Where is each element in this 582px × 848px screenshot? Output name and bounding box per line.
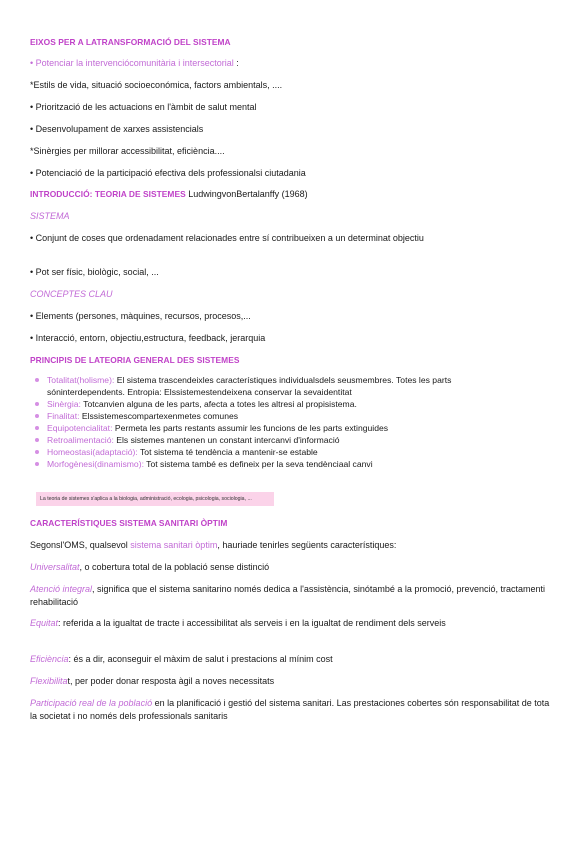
eixos-item: • Potenciació de la participació efectiva dels professionalsi ciutadania bbox=[30, 168, 306, 178]
universalitat-text: , o cobertura total de la població sense distinció bbox=[79, 562, 270, 572]
equitat-text: : referida a la igualtat de tracte i accessibilitat als serveis i en la igualtat de rendiment dels serveis bbox=[58, 618, 446, 628]
callout-note: La teoria de sistemes s'aplica a la biologia, administració, ecologia, psicologia, sociologia, ... bbox=[36, 492, 274, 506]
eixos-item: *Sinèrgies per millorar accessibilitat, eficiència.... bbox=[30, 146, 225, 156]
concepte-item: • Elements (persones, màquines, recursos, procesos,... bbox=[30, 311, 251, 321]
flexibilitat-line bbox=[30, 675, 554, 688]
participacio-text: en la planificació i gestió del sistema sanitari. Las prestaciones cobertes són responsabilitat de tota la societat i no només dels professionals sanitaris bbox=[30, 698, 550, 721]
principles-list bbox=[30, 374, 530, 470]
heading-caracteristiques: CARACTERÍSTIQUES SISTEMA SANITARI ÒPTIM bbox=[30, 518, 228, 528]
principle-text: Elssistemescompartexenmetes comunes bbox=[79, 411, 239, 421]
atencio-line bbox=[30, 583, 554, 609]
bullet-dot-icon bbox=[35, 438, 39, 442]
principle-term: Finalitat: bbox=[47, 411, 80, 421]
eficiencia-text: : és a dir, aconseguir el màxim de salut i prestacions al mínim cost bbox=[68, 654, 333, 664]
bullet-prefix: • bbox=[30, 58, 36, 68]
intro-author: LudwingvonBertalanffy (1968) bbox=[185, 189, 308, 199]
oms-intro-link: sistema sanitari òptim bbox=[130, 540, 218, 550]
principle-text: Els sistemes mantenen un constant intercanvi d'informació bbox=[113, 435, 340, 445]
equitat-line bbox=[30, 617, 554, 630]
list-item bbox=[30, 458, 530, 470]
oms-intro-prefix: Segonsl'OMS, qualsevol bbox=[30, 540, 131, 550]
oms-intro bbox=[30, 539, 554, 552]
eficiencia-line bbox=[30, 653, 554, 666]
conceptes-label: CONCEPTES CLAU bbox=[30, 289, 113, 299]
participacio-line bbox=[30, 697, 554, 723]
eficiencia-term: Eficiència bbox=[30, 654, 69, 664]
list-item bbox=[30, 446, 530, 458]
list-item bbox=[30, 422, 530, 434]
eixos-item: • Priorització de les actuacions en l'àmbit de salut mental bbox=[30, 102, 257, 112]
heading-introduccio: INTRODUCCIÓ: TEORIA DE SISTEMES bbox=[30, 189, 186, 199]
sistema-definition: • Conjunt de coses que ordenadament relacionades entre sí contribueixen a un determinat objectiu bbox=[30, 233, 424, 243]
principle-text: Totcanvien alguna de les parts, afecta a totes les altresi al propisistema. bbox=[80, 399, 357, 409]
universalitat-line bbox=[30, 561, 554, 574]
principle-term: Equipotencialitat: bbox=[47, 423, 113, 433]
list-item bbox=[30, 434, 530, 446]
atencio-term: Atenció integral bbox=[30, 584, 93, 594]
sistema-label: SISTEMA bbox=[30, 211, 70, 221]
concepte-item: • Interacció, entorn, objectiu,estructura, feedback, jerarquia bbox=[30, 333, 266, 343]
potenciar-text: Potenciar la intervenciócomunitària i intersectorial bbox=[35, 58, 234, 68]
principle-text: Tot sistema té tendència a mantenir-se estable bbox=[137, 447, 318, 457]
potenciar-line bbox=[30, 57, 554, 70]
principle-text: El sistema trascendeixles característiques individualsdels seusmembres. Totes les parts sóninterdependents. Entropia: Elssistemestendeixena conservar la sevaidentitat bbox=[47, 375, 452, 397]
heading-eixos: EIXOS PER A LATRANSFORMACIÓ DEL SISTEMA bbox=[30, 37, 231, 47]
bullet-dot-icon bbox=[35, 414, 39, 418]
participacio-term: Participació real de la població bbox=[30, 698, 153, 708]
flexibilitat-term: Flexibilita bbox=[30, 676, 68, 686]
eixos-item: • Desenvolupament de xarxes assistencials bbox=[30, 124, 204, 134]
principle-term: Totalitat(holisme): bbox=[47, 375, 115, 385]
universalitat-term: Universalitat bbox=[30, 562, 80, 572]
bullet-dot-icon bbox=[35, 450, 39, 454]
list-item bbox=[30, 398, 530, 410]
potenciar-suffix: : bbox=[233, 58, 239, 68]
sistema-item: • Pot ser físic, biològic, social, ... bbox=[30, 267, 159, 277]
equitat-term: Equitat bbox=[30, 618, 59, 628]
list-item bbox=[30, 374, 530, 398]
principle-text: Permeta les parts restants assumir les funcions de les parts extinguides bbox=[112, 423, 389, 433]
eixos-item: *Estils de vida, situació socioeconómica, factors ambientals, .... bbox=[30, 80, 283, 90]
bullet-dot-icon bbox=[35, 378, 39, 382]
principle-text: Tot sistema també es defineix per la seva tendènciaal canvi bbox=[143, 459, 373, 469]
oms-intro-suffix: , hauriade tenirles següents característiques: bbox=[217, 540, 397, 550]
intro-line bbox=[30, 188, 554, 201]
principle-term: Morfogènesi(dinamismo): bbox=[47, 459, 144, 469]
bullet-dot-icon bbox=[35, 462, 39, 466]
list-item bbox=[30, 410, 530, 422]
flexibilitat-text: t, per poder donar resposta àgil a noves necessitats bbox=[67, 676, 275, 686]
bullet-dot-icon bbox=[35, 402, 39, 406]
principle-term: Retroalimentació: bbox=[47, 435, 114, 445]
heading-principis: PRINCIPIS DE LATEORIA GENERAL DES SISTEMES bbox=[30, 355, 240, 365]
principle-term: Sinèrgia: bbox=[47, 399, 81, 409]
principle-term: Homeostasi(adaptació): bbox=[47, 447, 138, 457]
atencio-text: , significa que el sistema sanitarino només dedica a l'assistència, sinótambé a la promoció, prevenció, tractamenti rehabilitació bbox=[30, 584, 545, 607]
bullet-dot-icon bbox=[35, 426, 39, 430]
